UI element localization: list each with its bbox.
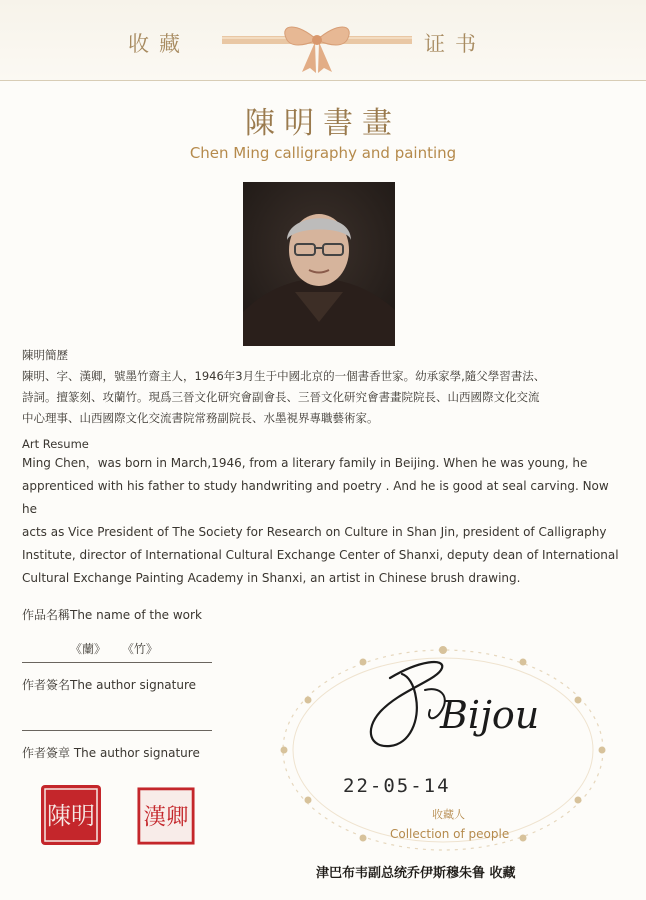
resume-en-line: Cultural Exchange Painting Academy in Shanxi, an artist in Chinese brush drawing. — [22, 571, 521, 585]
collector-label-cn: 收藏人 — [432, 808, 465, 821]
work-names: 《蘭》 《竹》 — [70, 642, 158, 656]
work-name-underline — [22, 662, 212, 663]
resume-cn-line: 陳明、字、漢卿，號墨竹齋主人，1946年3月生于中國北京的一個書香世家。幼承家學,隨父學習書法、 — [22, 369, 546, 383]
resume-en-body — [22, 452, 622, 590]
seal-left-text: 陳明 — [47, 802, 95, 830]
bow-ribbon-icon — [222, 20, 412, 74]
work-name-label: 作品名稱The name of the work — [22, 608, 202, 622]
header-right-text: 证书 — [424, 32, 486, 56]
portrait-photo — [243, 182, 395, 346]
seal-right-icon — [136, 787, 196, 845]
collector-name-line: 津巴布韦副总统乔伊斯穆朱鲁 收藏 — [316, 866, 516, 881]
title-english: Chen Ming calligraphy and painting — [189, 144, 457, 162]
title-chinese: 陳明書畫 — [245, 106, 401, 141]
seal-label: 作者簽章 The author signature — [22, 746, 200, 760]
collector-signature — [330, 650, 570, 760]
seal-right-text: 漢卿 — [143, 804, 189, 831]
resume-en-line: Ming Chen，was born in March,1946, from a literary family in Beijing. When he was young, he — [22, 456, 588, 470]
resume-en-line: acts as Vice President of The Society for Research on Culture in Shan Jin, president of Calligraphy — [22, 525, 607, 539]
signature-underline — [22, 730, 212, 731]
collector-label-en: Collection of people — [390, 827, 510, 841]
resume-cn-title: 陳明簡歷 — [22, 348, 68, 362]
resume-cn-line: 詩詞。擅篆刻、攻蘭竹。現爲三晉文化研究會副會長、三晉文化研究會書畫院院長、山西國際文化交流 — [22, 390, 540, 404]
resume-en-line: apprenticed with his father to study handwriting and poetry . And he is good at seal carving. Now he — [22, 479, 609, 516]
collection-date: 22-05-14 — [343, 775, 451, 797]
resume-en-line: Institute, director of International Cultural Exchange Center of Shanxi, deputy dean of International — [22, 548, 619, 562]
resume-cn-body — [22, 366, 622, 429]
resume-en-title: Art Resume — [22, 437, 89, 451]
resume-cn-line: 中心理事、山西國際文化交流書院常務副院長、水墨視界專職藝術家。 — [22, 411, 379, 425]
seal-left-icon — [40, 784, 102, 846]
header-left-text: 收藏 — [128, 32, 190, 56]
signature-text: Bijou — [440, 693, 540, 737]
signature-label: 作者簽名The author signature — [22, 678, 197, 692]
